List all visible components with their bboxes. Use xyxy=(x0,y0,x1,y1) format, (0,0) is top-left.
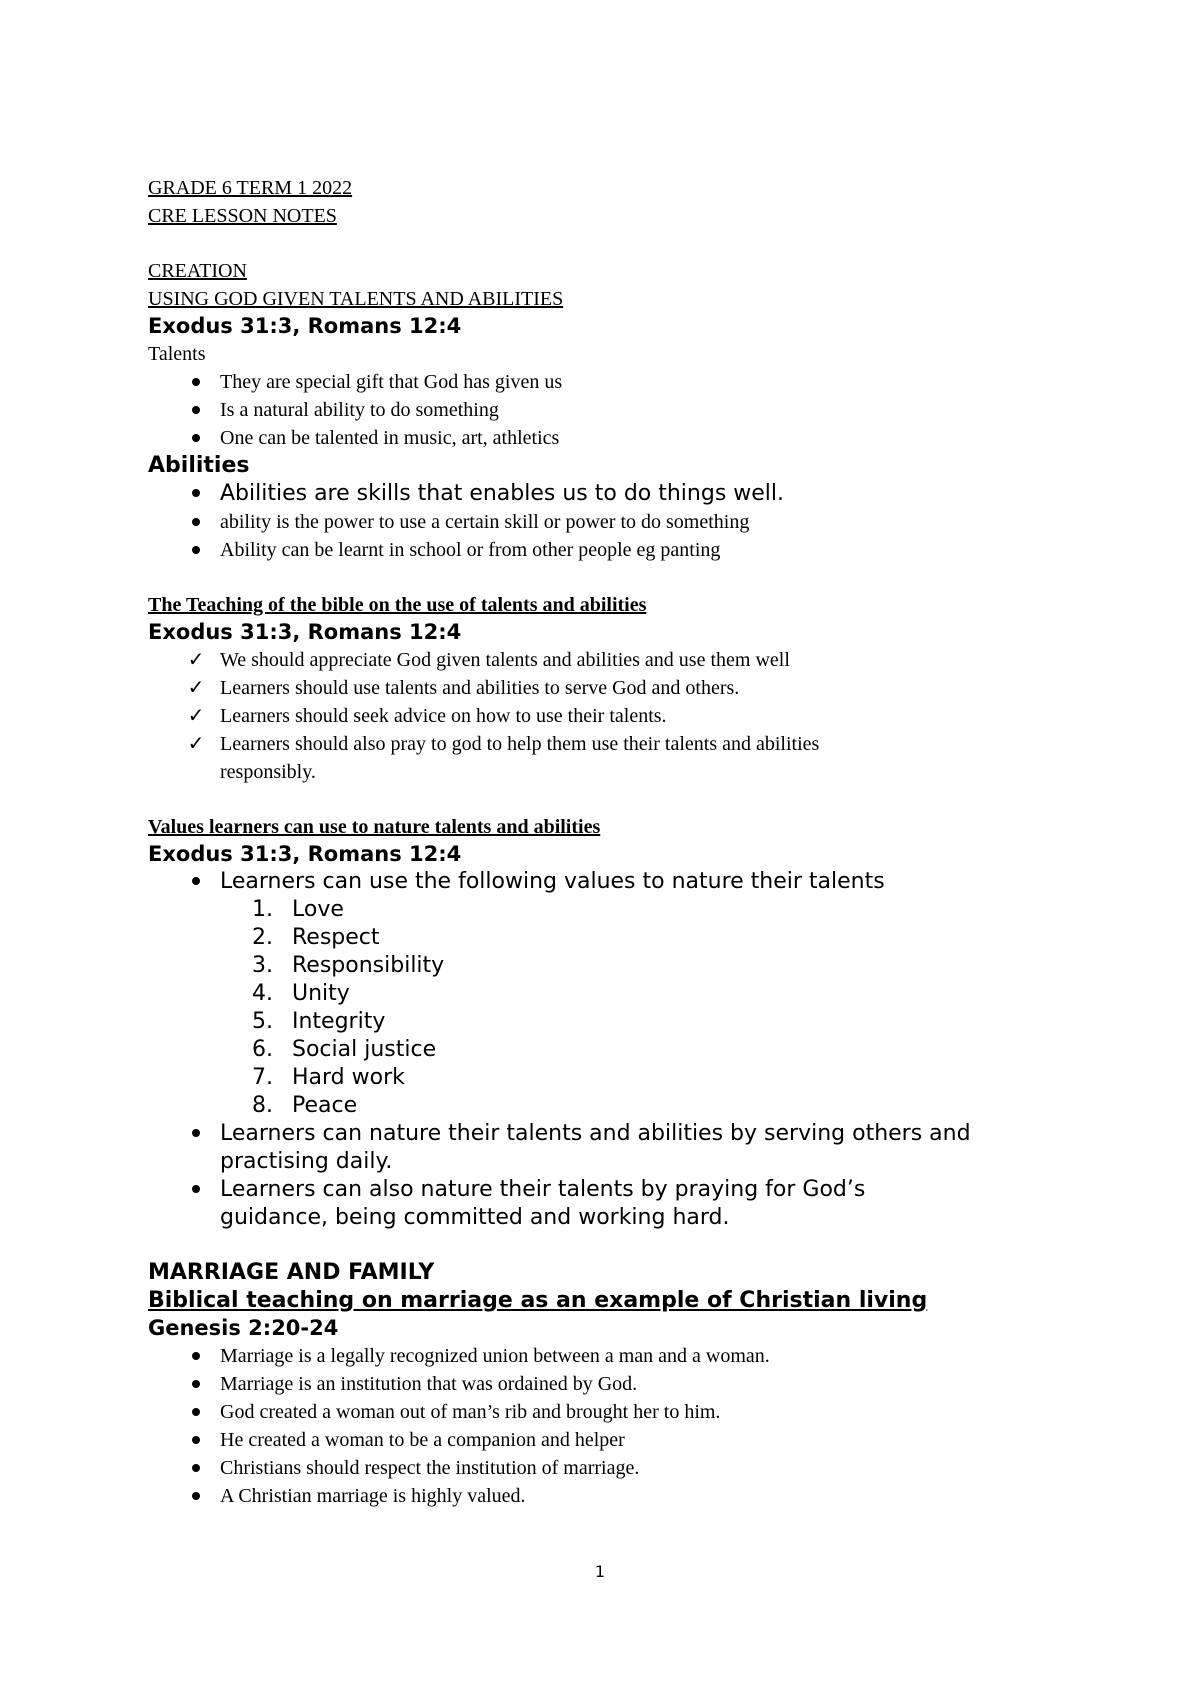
bullet-icon xyxy=(192,1185,200,1193)
bullet-icon xyxy=(192,518,200,526)
abilities-list xyxy=(148,480,1108,564)
values-heading: Values learners can use to nature talents and abilities xyxy=(148,816,601,838)
bullet-icon xyxy=(192,489,200,497)
creation-heading: CREATION xyxy=(148,260,247,282)
marriage-heading: MARRIAGE AND FAMILY xyxy=(148,1260,435,1285)
bullet-icon xyxy=(192,1436,200,1444)
list-item: Christians should respect the institution of marriage. xyxy=(148,1454,1108,1482)
teaching-reference: Exodus 31:3, Romans 12:4 xyxy=(148,620,462,644)
bullet-icon xyxy=(192,1464,200,1472)
list-item: ability is the power to use a certain skill or power to do something xyxy=(148,508,1108,536)
list-item: Marriage is a legally recognized union between a man and a woman. xyxy=(148,1342,1108,1370)
checkmark-icon: ✓ xyxy=(187,733,205,755)
values-numbered-list xyxy=(148,896,1108,1120)
checkmark-icon: ✓ xyxy=(187,649,205,671)
doc-title-grade: GRADE 6 TERM 1 2022 xyxy=(148,177,353,199)
list-item: 1. Love xyxy=(252,897,344,922)
list-item: 2. Respect xyxy=(252,925,380,950)
spacer xyxy=(148,230,1108,257)
spacer xyxy=(148,1232,1108,1259)
list-item: 6. Social justice xyxy=(252,1037,437,1062)
list-item: ✓ We should appreciate God given talents and abilities and use them well xyxy=(148,646,1108,674)
list-item: 7. Hard work xyxy=(252,1065,405,1090)
teaching-heading: The Teaching of the bible on the use of talents and abilities xyxy=(148,594,647,616)
spacer xyxy=(148,786,1108,813)
talents-abilities-heading: USING GOD GIVEN TALENTS AND ABILITIES xyxy=(148,288,564,310)
page-number: 1 xyxy=(594,1562,606,1581)
list-item: A Christian marriage is highly valued. xyxy=(148,1482,1108,1510)
list-item: Learners can also nature their talents by praying for God’s guidance, being committed and working hard. xyxy=(148,1176,1108,1232)
marriage-reference: Genesis 2:20-24 xyxy=(148,1316,339,1340)
values-reference: Exodus 31:3, Romans 12:4 xyxy=(148,842,462,866)
list-item: 4. Unity xyxy=(252,981,350,1006)
list-item: God created a woman out of man’s rib and brought her to him. xyxy=(148,1398,1108,1426)
list-item: One can be talented in music, art, athletics xyxy=(148,424,1108,452)
list-item: Learners can use the following values to nature their talents xyxy=(148,868,1108,896)
bullet-icon xyxy=(192,1129,200,1137)
list-item: ✓ Learners should seek advice on how to use their talents. xyxy=(148,702,1108,730)
list-item: Abilities are skills that enables us to do things well. xyxy=(148,480,1108,508)
bullet-icon xyxy=(192,1352,200,1360)
checkmark-icon: ✓ xyxy=(187,705,205,727)
list-item: Marriage is an institution that was ordained by God. xyxy=(148,1370,1108,1398)
creation-reference: Exodus 31:3, Romans 12:4 xyxy=(148,314,462,338)
talents-list xyxy=(148,368,1108,452)
bullet-icon xyxy=(192,1380,200,1388)
list-item: ✓ Learners should use talents and abilities to serve God and others. xyxy=(148,674,1108,702)
bullet-icon xyxy=(192,546,200,554)
bullet-icon xyxy=(192,406,200,414)
marriage-subheading: Biblical teaching on marriage as an example of Christian living xyxy=(148,1288,928,1313)
list-item: Ability can be learnt in school or from other people eg panting xyxy=(148,536,1108,564)
list-item: 3. Responsibility xyxy=(252,953,445,978)
list-item: They are special gift that God has given us xyxy=(148,368,1108,396)
teaching-list xyxy=(148,646,1108,786)
talents-heading: Talents xyxy=(148,343,206,365)
abilities-heading: Abilities xyxy=(148,453,250,478)
document-page xyxy=(148,174,1108,1510)
spacer xyxy=(148,564,1108,591)
list-item: 8. Peace xyxy=(252,1093,358,1118)
doc-title-notes: CRE LESSON NOTES xyxy=(148,205,337,227)
values-intro-list xyxy=(148,868,1108,896)
list-item: Learners can nature their talents and abilities by serving others and practising daily. xyxy=(148,1120,1108,1176)
bullet-icon xyxy=(192,1408,200,1416)
bullet-icon xyxy=(192,434,200,442)
list-item: Is a natural ability to do something xyxy=(148,396,1108,424)
list-item: ✓ Learners should also pray to god to help them use their talents and abilities responsibly. xyxy=(148,730,1108,786)
list-item: 5. Integrity xyxy=(252,1009,386,1034)
values-points-list xyxy=(148,1120,1108,1232)
bullet-icon xyxy=(192,877,200,885)
bullet-icon xyxy=(192,378,200,386)
marriage-list xyxy=(148,1342,1108,1510)
list-item: He created a woman to be a companion and helper xyxy=(148,1426,1108,1454)
bullet-icon xyxy=(192,1492,200,1500)
checkmark-icon: ✓ xyxy=(187,677,205,699)
